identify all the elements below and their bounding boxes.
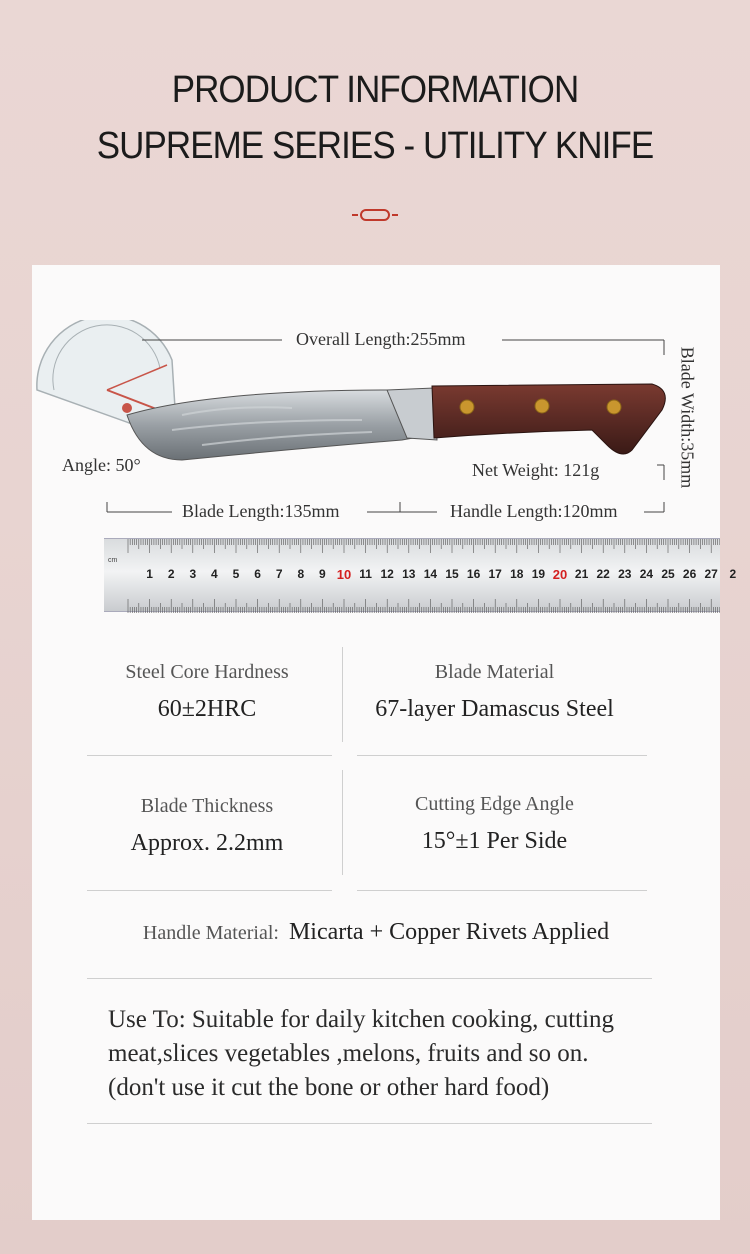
- ruler-number: 26: [682, 567, 697, 581]
- blade-length-label: Blade Length:135mm: [176, 501, 345, 522]
- divider: [357, 755, 647, 756]
- ruler-number: 25: [661, 567, 675, 581]
- divider: [342, 770, 343, 875]
- ruler-numbers: [104, 567, 737, 587]
- blade-width-wrapper: [672, 335, 702, 505]
- spec-value: 15°±1 Per Side: [421, 828, 568, 854]
- rivet-icon: [460, 400, 474, 414]
- angle-label: Angle: 50°: [62, 455, 141, 475]
- product-info-card: [32, 265, 737, 1220]
- ruler-number: 9: [319, 567, 326, 581]
- spec-label: Handle Material:: [142, 922, 279, 944]
- header: [0, 62, 750, 174]
- spec-label: Blade Material: [434, 661, 555, 683]
- divider-icon: [352, 207, 398, 223]
- spec-value: Micarta + Copper Rivets Applied: [288, 919, 610, 945]
- steel-core-hardness: [92, 661, 322, 723]
- ruler-number: 11: [359, 567, 372, 581]
- overall-length-label: Overall Length:255mm: [290, 329, 471, 350]
- ruler-number: 12: [380, 567, 394, 581]
- page-subtitle: SUPREME SERIES - UTILITY KNIFE: [96, 125, 654, 167]
- ruler-number: 10: [336, 567, 352, 582]
- ruler-number: 6: [254, 567, 261, 581]
- ruler-number: 8: [297, 567, 305, 581]
- use-line: meat,slices vegetables ,melons, fruits and so on.: [108, 1040, 589, 1067]
- spec-label: Cutting Edge Angle: [415, 793, 574, 815]
- divider: [87, 755, 332, 756]
- blade-thickness: [92, 795, 322, 857]
- ruler-number: 22: [596, 567, 610, 581]
- divider: [342, 647, 343, 742]
- blade-width-label: Blade Width:35mm: [677, 346, 698, 489]
- knife-illustration: [32, 320, 720, 520]
- ruler-number: 14: [423, 567, 438, 581]
- ruler-number: 19: [531, 567, 546, 581]
- ruler-number: 2: [167, 567, 175, 581]
- rivet-icon: [535, 399, 549, 413]
- ruler-number: 1: [146, 567, 153, 581]
- ruler-number: 3: [189, 567, 197, 581]
- ruler: [104, 538, 737, 612]
- ruler-number: 4: [211, 567, 218, 581]
- divider: [87, 978, 652, 979]
- ruler-number: 27: [704, 567, 718, 581]
- divider: [87, 890, 332, 891]
- divider: [357, 890, 647, 891]
- ruler-unit: cm: [108, 557, 118, 564]
- ruler-number: 15: [445, 567, 459, 581]
- ruler-number: 17: [488, 567, 502, 581]
- handle-material: [32, 919, 720, 946]
- spec-value: 60±2HRC: [157, 696, 257, 722]
- spec-label: Blade Thickness: [140, 795, 274, 817]
- rivet-icon: [607, 400, 621, 414]
- ruler-number: 24: [639, 567, 654, 581]
- spec-label: Steel Core Hardness: [125, 661, 289, 683]
- spec-value: Approx. 2.2mm: [130, 830, 284, 856]
- spec-value: 67-layer Damascus Steel: [375, 696, 614, 722]
- page-title: PRODUCT INFORMATION: [171, 69, 579, 111]
- ruler-number: 20: [552, 567, 568, 582]
- divider: [87, 1123, 652, 1124]
- use-description: [108, 1003, 708, 1105]
- ruler-number: 23: [618, 567, 632, 581]
- ruler-number: 21: [574, 567, 589, 581]
- ruler-number: 2: [729, 567, 737, 581]
- blade-material: [362, 661, 627, 723]
- ruler-number: 13: [402, 567, 416, 581]
- ruler-number: 16: [466, 567, 481, 581]
- use-line: (don't use it cut the bone or other hard food): [108, 1074, 550, 1101]
- ruler-number: 5: [232, 567, 240, 581]
- net-weight-label: Net Weight: 121g: [472, 460, 600, 480]
- ruler-number: 18: [510, 567, 524, 581]
- ruler-number: 7: [275, 567, 283, 581]
- handle-length-label: Handle Length:120mm: [444, 501, 623, 522]
- cutting-edge-angle: [362, 793, 627, 855]
- use-line: Use To: Suitable for daily kitchen cooking, cutting: [108, 1006, 615, 1033]
